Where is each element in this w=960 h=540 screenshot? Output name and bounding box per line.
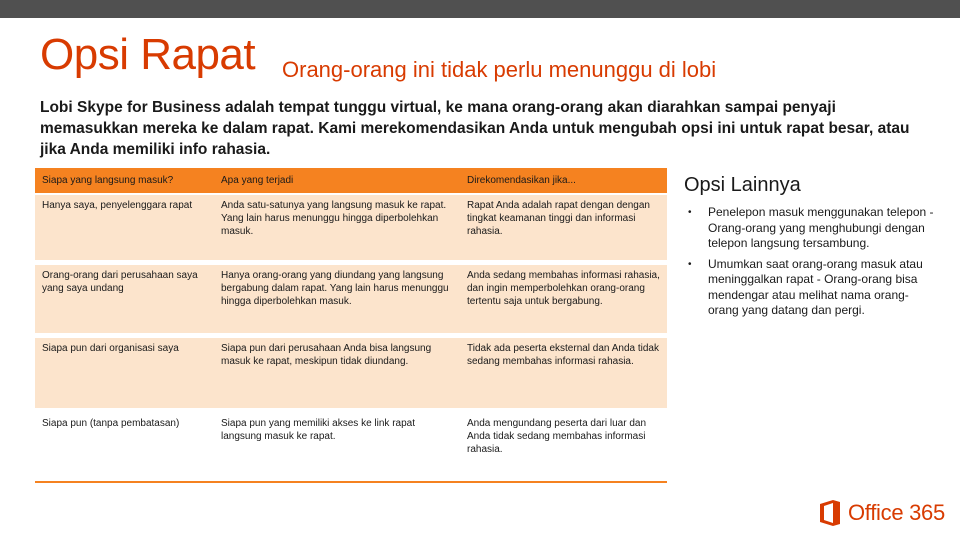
office365-logo	[818, 499, 945, 527]
header-what-happens: Apa yang terjadi	[221, 175, 294, 186]
other-options-panel	[684, 174, 934, 324]
header-recommended-if: Direkomendasikan jika...	[467, 175, 576, 186]
list-item	[684, 257, 934, 319]
cell-what: Siapa pun dari perusahaan Anda bisa langsung masuk ke rapat, meskipun tidak diundang.	[221, 343, 432, 367]
table-row	[35, 333, 667, 408]
top-bar	[0, 0, 960, 18]
other-options-list	[684, 205, 934, 319]
table-row	[35, 408, 667, 483]
list-item-text: Penelepon masuk menggunakan telepon - Orang-orang yang menghubungi dengan telepon langsung tersambung.	[708, 205, 934, 250]
cell-who: Hanya saya, penyelenggara rapat	[42, 200, 193, 211]
table-row	[35, 260, 667, 333]
cell-recommended: Anda sedang membahas informasi rahasia, dan ingin memperbolehkan orang-orang tertentu saja untuk bergabung.	[467, 270, 660, 307]
bullet-icon: •	[688, 258, 692, 270]
logo-text: Office 365	[848, 500, 945, 525]
cell-recommended: Rapat Anda adalah rapat dengan dengan tingkat keamanan tinggi dan informasi rahasia.	[467, 200, 650, 237]
bullet-icon: •	[688, 207, 692, 218]
cell-what: Siapa pun yang memiliki akses ke link rapat langsung masuk ke rapat.	[221, 418, 415, 442]
other-options-title: Opsi Lainnya	[684, 174, 801, 196]
page-subtitle: Orang-orang ini tidak perlu menunggu di lobi	[282, 57, 717, 82]
cell-recommended: Anda mengundang peserta dari luar dan Anda tidak sedang membahas informasi rahasia.	[467, 418, 647, 455]
intro-paragraph: Lobi Skype for Business adalah tempat tunggu virtual, ke mana orang-orang akan diarahkan sampai penyaji memasukkan mereka ke dalam rapat. Kami merekomendasikan Anda untuk mengubah opsi ini untuk rapat besar, atau jika Anda memiliki info rahasia.	[40, 99, 910, 158]
table-row	[35, 193, 667, 260]
office-logo-icon	[818, 499, 842, 527]
list-item-text: Umumkan saat orang-orang masuk atau meninggalkan rapat - Orang-orang bisa mendengar atau melihat nama orang-orang yang datang dan pergi.	[708, 256, 923, 317]
table-bottom-rule	[35, 481, 667, 483]
cell-what: Anda satu-satunya yang langsung masuk ke rapat. Yang lain harus menunggu hingga diperbolehkan masuk.	[221, 200, 447, 237]
cell-what: Hanya orang-orang yang diundang yang langsung bergabung dalam rapat. Yang lain harus menunggu hingga diperbolehkan masuk.	[221, 270, 449, 307]
page-title: Opsi Rapat	[40, 30, 256, 79]
options-table	[35, 168, 667, 483]
cell-who: Orang-orang dari perusahaan saya yang saya undang	[42, 270, 198, 294]
cell-recommended: Tidak ada peserta eksternal dan Anda tidak sedang membahas informasi rahasia.	[467, 343, 659, 367]
header-who-enters: Siapa yang langsung masuk?	[42, 175, 174, 186]
table-header	[35, 168, 667, 193]
list-item	[684, 205, 934, 252]
cell-who: Siapa pun dari organisasi saya	[42, 343, 179, 354]
cell-who: Siapa pun (tanpa pembatasan)	[42, 418, 180, 429]
